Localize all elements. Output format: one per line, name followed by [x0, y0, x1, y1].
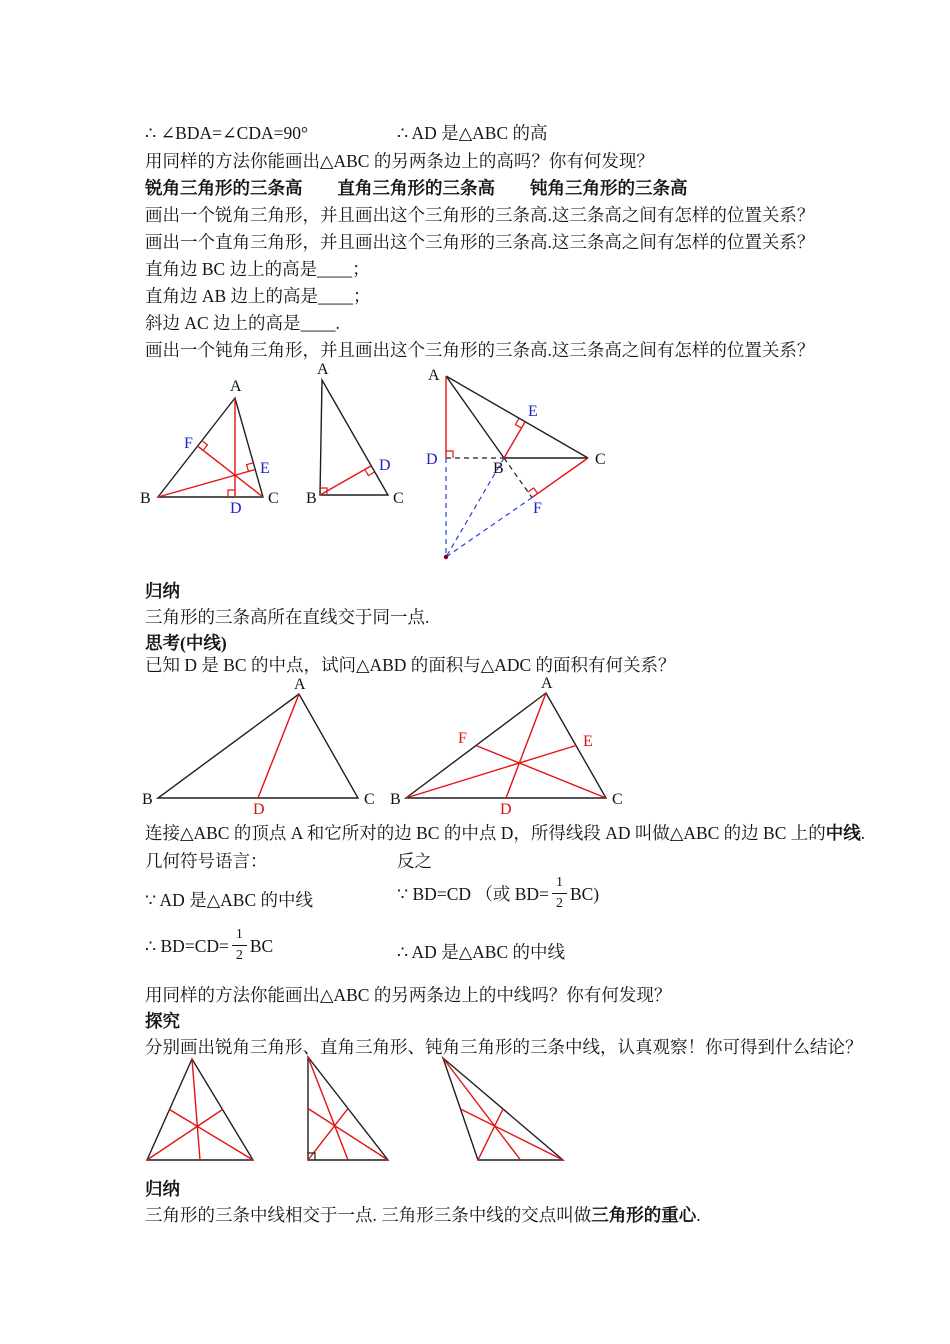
text-draw-acute-triangle: 画出一个锐角三角形，并且画出这个三角形的三条高.这三条高之间有怎样的位置关系？	[145, 205, 815, 225]
fraction-numerator: 1	[235, 927, 243, 942]
text-blank-height-on-bc: 直角边 BC 边上的高是____；	[145, 259, 370, 279]
median-definition-term: 中线	[825, 823, 861, 843]
foot-label-e: E	[260, 460, 270, 477]
text-blank-height-on-ab: 直角边 AB 边上的高是____；	[145, 286, 371, 306]
text-draw-right-triangle: 画出一个直角三角形，并且画出这个三角形的三条高.这三条高之间有怎样的位置关系？	[145, 232, 815, 252]
orthocenter-dot	[444, 555, 448, 559]
text-conversely: 反之	[397, 851, 432, 871]
foot-label-e: E	[528, 403, 538, 420]
figure-medians-definition	[130, 676, 630, 816]
vertex-label-b: B	[142, 791, 153, 808]
because-right-suffix: BC)	[569, 883, 600, 904]
summary-2-term-centroid: 三角形的重心	[591, 1205, 697, 1225]
triangle-three-medians	[390, 675, 623, 818]
therefore-left-suffix: BC	[249, 935, 274, 956]
vertex-label-c: C	[364, 791, 375, 808]
vertex-label-a: A	[317, 361, 329, 378]
summary-2-prefix: 三角形的三条中线相交于一点. 三角形三条中线的交点叫做	[145, 1205, 592, 1225]
midpoint-label-f: F	[458, 730, 467, 747]
vertex-label-b: B	[140, 490, 151, 507]
because-right-prefix: ∵ BD=CD （或 BD=	[397, 883, 549, 904]
vertex-label-a: A	[294, 676, 306, 693]
fraction-numerator: 1	[555, 875, 563, 890]
text-because-ad-median: ∵ AD 是△ABC 的中线	[145, 890, 314, 910]
therefore-left-prefix: ∴ BD=CD=	[145, 935, 229, 956]
heading-summary-1: 归纳	[145, 581, 180, 601]
heading-explore: 探究	[145, 1011, 180, 1031]
text-same-method-medians: 用同样的方法你能画出△ABC 的另两条边上的中线吗？你有何发现？	[145, 985, 672, 1005]
text-therefore-ad-median: ∴ AD 是△ABC 的中线	[397, 942, 566, 962]
right-angle-mark-d	[446, 451, 453, 458]
right-angle-mark-e	[515, 419, 521, 429]
figure-altitudes-three-triangles	[130, 358, 610, 573]
vertex-label-a: A	[428, 367, 440, 384]
text-symbol-language: 几何符号语言：	[145, 851, 268, 871]
right-angle-mark-d	[228, 490, 235, 497]
obtuse-triangle-medians	[443, 1058, 563, 1160]
text-think-median-body: 已知 D 是 BC 的中点，试问△ABD 的面积与△ADC 的面积有何关系？	[145, 655, 676, 675]
text-summary-1-body: 三角形的三条高所在直线交于同一点.	[145, 607, 430, 627]
fraction-denominator: 2	[552, 893, 567, 913]
median-definition-period: .	[860, 823, 866, 843]
text-therefore-bd-cd	[145, 926, 273, 965]
foot-label-d: D	[230, 500, 242, 517]
right-triangle-medians	[308, 1057, 388, 1160]
vertex-label-b: B	[306, 490, 317, 507]
text-same-method-heights: 用同样的方法你能画出△ABC 的另两条边上的高吗？你有何发现？	[145, 151, 654, 171]
right-angle-mark-f	[202, 441, 208, 451]
text-ad-is-height-conclusion: ∴ AD 是△ABC 的高	[397, 123, 548, 143]
acute-triangle-altitudes	[140, 378, 279, 517]
vertex-label-b: B	[390, 791, 401, 808]
right-angle-mark-d	[365, 470, 375, 476]
vertex-label-a: A	[541, 675, 553, 692]
right-triangle-altitudes	[306, 361, 404, 507]
midpoint-label-d: D	[500, 801, 512, 818]
foot-label-d: D	[379, 457, 391, 474]
vertex-label-c: C	[393, 490, 404, 507]
heading-think-median: 思考(中线)	[145, 633, 227, 653]
text-draw-obtuse-triangle: 画出一个钝角三角形，并且画出这个三角形的三条高.这三条高之间有怎样的位置关系？	[145, 340, 815, 360]
midpoint-label-e: E	[583, 733, 593, 750]
vertex-label-c: C	[595, 451, 606, 468]
text-blank-height-on-ac: 斜边 AC 边上的高是____.	[145, 313, 340, 333]
obtuse-triangle-altitudes	[426, 367, 606, 559]
foot-label-f: F	[184, 435, 193, 452]
figure-medians-three-types	[140, 1052, 580, 1167]
foot-label-f: F	[533, 500, 542, 517]
text-median-definition	[145, 822, 865, 844]
vertex-label-c: C	[612, 791, 623, 808]
vertex-label-c: C	[268, 490, 279, 507]
acute-triangle-medians	[147, 1059, 253, 1160]
foot-label-d: D	[426, 451, 438, 468]
summary-2-period: .	[696, 1205, 701, 1225]
right-angle-mark-f	[528, 488, 538, 494]
vertex-label-a: A	[230, 378, 242, 395]
heading-summary-2: 归纳	[145, 1179, 180, 1199]
triangle-one-median	[142, 676, 375, 818]
fraction-denominator: 2	[232, 945, 247, 965]
vertex-label-b: B	[493, 460, 504, 477]
heading-three-heights-types: 锐角三角形的三条高 直角三角形的三条高 钝角三角形的三条高	[145, 178, 688, 198]
median-definition-prefix: 连接△ABC 的顶点 A 和它所对的边 BC 的中点 D，所得线段 AD 叫做△ABC 的边 BC 上的	[145, 823, 826, 843]
fraction-one-half	[232, 926, 247, 965]
text-angle-conclusion: ∴ ∠BDA=∠CDA=90°	[145, 123, 308, 143]
text-because-bd-cd	[397, 874, 599, 913]
text-explore-body: 分别画出锐角三角形、直角三角形、钝角三角形的三条中线，认真观察！你可得到什么结论？	[145, 1037, 863, 1057]
text-summary-2-body	[145, 1204, 701, 1226]
midpoint-label-d: D	[253, 801, 265, 818]
fraction-one-half	[552, 874, 567, 913]
